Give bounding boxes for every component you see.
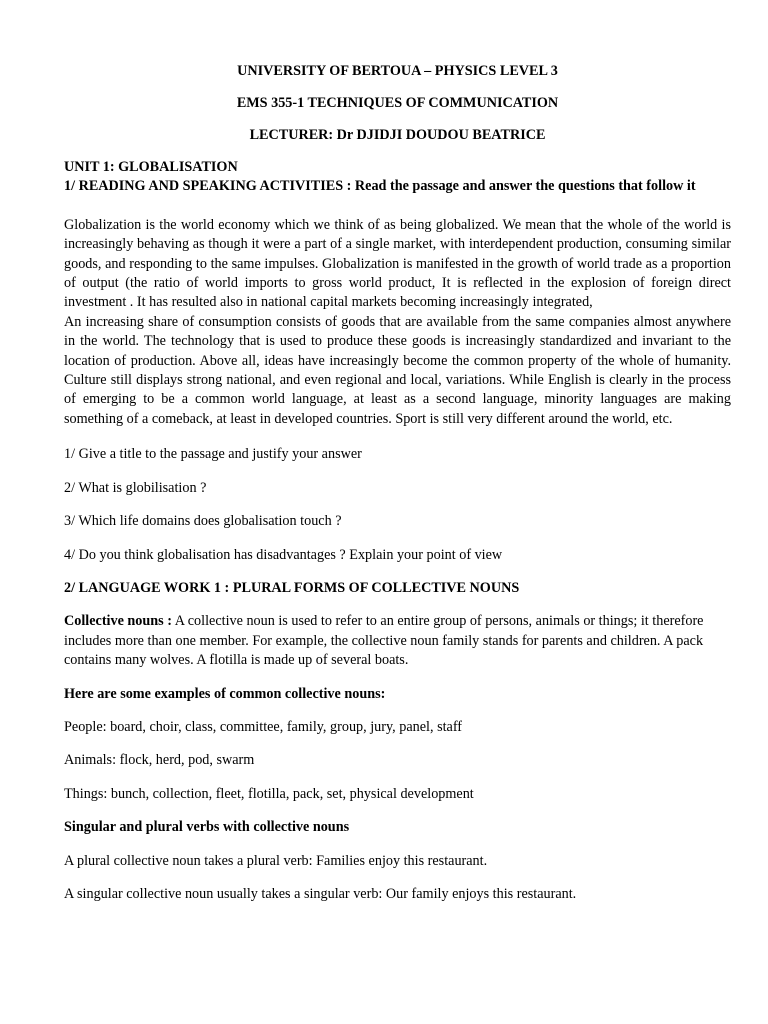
document-page — [64, 62, 731, 904]
header-course: EMS 355-1 TECHNIQUES OF COMMUNICATION — [236, 95, 559, 111]
passage-paragraph-2: An increasing share of consumption consists of goods that are available from the same companies almost anywhere in the world. The technology that is used to produce these goods is increasingly standardized and invariant to the location of production. Above all, ideas have increasingly become the common property of the whole of humanity. Culture still displays strong national, and even regional and local, variations. While English is clearly in the process of emerging to be a common world language, at least as a second language, minority languages are making something of a comeback, at least in developed countries. Sport is still very different around the world, etc. — [64, 313, 731, 427]
examples-people: People: board, choir, class, committee, family, group, jury, panel, staff — [64, 718, 463, 735]
unit-title: UNIT 1: GLOBALISATION — [64, 159, 238, 175]
collective-term: Collective nouns : — [64, 613, 172, 630]
plural-rule: A plural collective noun takes a plural verb: Families enjoy this restaurant. — [64, 852, 488, 869]
section-reading-title: 1/ READING AND SPEAKING ACTIVITIES : Read the passage and answer the questions that follow it — [64, 178, 696, 195]
examples-heading: Here are some examples of common collective nouns: — [64, 685, 386, 702]
examples-things: Things: bunch, collection, fleet, flotilla, pack, set, physical development — [64, 785, 474, 802]
question-2: 2/ What is globilisation ? — [64, 479, 207, 496]
question-1: 1/ Give a title to the passage and justify your answer — [64, 446, 362, 463]
singular-rule: A singular collective noun usually takes a singular verb: Our family enjoys this restaurant. — [64, 885, 577, 902]
verbs-heading: Singular and plural verbs with collective nouns — [64, 819, 350, 836]
examples-animals: Animals: flock, herd, pod, swarm — [64, 752, 255, 769]
collective-definition — [64, 612, 731, 670]
header-university: UNIVERSITY OF BERTOUA – PHYSICS LEVEL 3 — [237, 63, 558, 79]
question-4: 4/ Do you think globalisation has disadvantages ? Explain your point of view — [64, 546, 503, 563]
question-3: 3/ Which life domains does globalisation touch ? — [64, 513, 342, 530]
spacer — [64, 197, 731, 216]
header-lecturer: LECTURER: Dr DJIDJI DOUDOU BEATRICE — [249, 127, 546, 143]
collective-definition-text: A collective noun is used to refer to an entire group of persons, animals or things; it therefore includes more than one member. For example, the collective noun family stands for parents and children. A pack contains many wolves. A flotilla is made up of several boats. — [64, 613, 704, 669]
passage-paragraph-1: Globalization is the world economy which we think of as being globalized. We mean that the whole of the world is increasingly behaving as though it were a part of a single market, with interdependent production, consuming similar goods, and responding to the same impulses. Globalization is manifested in the growth of world trade as a proportion of output (the ratio of world imports to gross world product, It is reflected in the explosion of foreign direct investment . It has resulted also in national capital markets becoming increasingly integrated, — [64, 216, 731, 311]
section-language-title: 2/ LANGUAGE WORK 1 : PLURAL FORMS OF COLLECTIVE NOUNS — [64, 579, 520, 596]
